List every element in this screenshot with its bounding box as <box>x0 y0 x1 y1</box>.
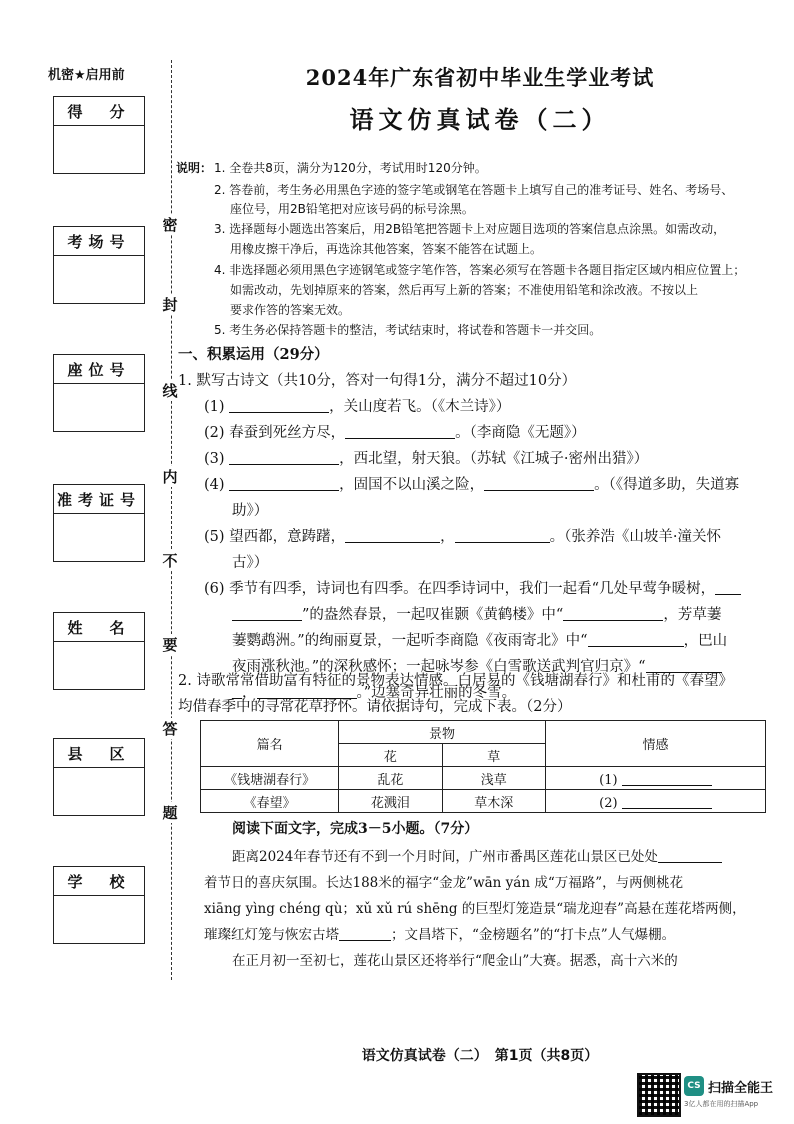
part-text: ，关山度若飞。（《木兰诗》） <box>329 399 511 415</box>
q1-part-5-cont: 古》） <box>232 555 269 571</box>
exam-subtitle: 语文仿真试卷（二） <box>349 105 611 134</box>
answer-blank[interactable] <box>232 604 302 621</box>
qr-code-icon <box>637 1073 681 1117</box>
part-text: ，固国不以山溪之险， <box>339 477 485 493</box>
question-2-stem-b: 均借春季中的寻常花草抒怀。请依据诗句，完成下表。（2分） <box>178 699 572 715</box>
part-text: 季节有四季，诗词也有四季。在四季诗词中，我们一起看“几处早莺争暖树， <box>229 581 716 597</box>
reading-prompt: 阅读下面文字，完成3－5小题。（7分） <box>232 821 479 837</box>
table-cell-flower: 花溅泪 <box>339 790 442 813</box>
passage-line: 在正月初一至初七，莲花山景区还将举行“爬金山”大赛。据悉，高十六米的 <box>232 953 678 969</box>
answer-blank[interactable] <box>563 604 663 621</box>
admission-number-box-label: 准考证号 <box>54 485 144 514</box>
table-cell-title: 《钱塘湖春行》 <box>201 767 339 790</box>
question-1-stem: 1. 默写古诗文（共10分，答对一句得1分，满分不超过10分） <box>178 373 577 389</box>
table-cell-emotion <box>545 767 765 790</box>
answer-blank[interactable] <box>345 526 440 543</box>
table-cell-grass: 草木深 <box>442 790 545 813</box>
page-footer: 语文仿真试卷（二） 第1页（共8页） <box>361 1048 599 1064</box>
part-text: 萋鹦鹉洲。”的绚丽夏景，一起听李商隐《夜雨寄北》中“ <box>232 633 588 649</box>
instruction-line: 用橡皮擦干净后，再选涂其他答案，答案不能答在试题上。 <box>230 242 543 256</box>
question-2-stem-a: 2. 诗歌常常借助富有特征的景物表达情感。白居易的《钱塘湖春行》和杜甫的《春望》 <box>178 673 733 689</box>
school-box-field <box>54 896 144 943</box>
table-row <box>201 790 766 813</box>
seat-number-box-field <box>54 384 144 431</box>
school-box-label: 学 校 <box>54 867 144 896</box>
answer-blank[interactable] <box>658 846 722 863</box>
answer-blank[interactable] <box>484 474 594 491</box>
seal-char: 题 <box>157 802 183 823</box>
admission-number-box-field <box>54 514 144 561</box>
answer-blank[interactable] <box>455 526 550 543</box>
admission-number-box <box>53 484 145 562</box>
emotion-number: (2) <box>599 795 618 811</box>
instruction-line: 如需改动，先划掉原来的答案，然后再写上新的答案；不准使用铅笔和涂改液。不按以上 <box>230 283 699 297</box>
part-text: 。（李商隐《无题》） <box>455 425 586 441</box>
seat-number-box <box>53 354 145 432</box>
table-header-title: 篇名 <box>201 721 339 767</box>
seat-number-box-label: 座位号 <box>54 355 144 384</box>
instructions-label: 说明： <box>176 161 213 175</box>
score-box <box>53 96 145 174</box>
name-box-field <box>54 642 144 689</box>
q1-part-5 <box>204 524 721 550</box>
passage-line <box>204 922 675 948</box>
school-box <box>53 866 145 944</box>
answer-blank[interactable] <box>229 396 329 413</box>
q1-part-6-line2 <box>232 602 721 628</box>
table-cell-emotion <box>545 790 765 813</box>
seal-char: 答 <box>157 718 183 739</box>
part-text: ， <box>242 685 257 701</box>
part-text: ，巴山 <box>683 633 728 649</box>
q1-part-3 <box>204 446 648 472</box>
table-cell-grass: 浅草 <box>442 767 545 790</box>
part-number: (2) <box>204 425 225 441</box>
poem-table <box>200 720 766 813</box>
part-number: (1) <box>204 399 225 415</box>
part-number: (4) <box>204 477 225 493</box>
instruction-line: 3. 选择题每小题选出答案后，用2B铅笔把答题卡上对应题目选项的答案信息点涂黑。如需改动， <box>214 222 726 236</box>
name-box-label: 姓 名 <box>54 613 144 642</box>
passage-text: 距离2024年春节还有不到一个月时间，广州市番禺区莲花山景区已处处 <box>232 849 658 865</box>
answer-blank[interactable] <box>229 474 339 491</box>
answer-blank[interactable] <box>715 578 741 595</box>
passage-text: ；文昌塔下，“金榜题名”的“打卡点”人气爆棚。 <box>391 927 676 943</box>
seal-char: 密 <box>157 214 183 235</box>
name-box <box>53 612 145 690</box>
table-header-scene: 景物 <box>339 721 546 744</box>
exam-title: 2024年广东省初中毕业生学业考试 <box>305 65 655 90</box>
answer-blank[interactable] <box>588 630 684 647</box>
instruction-line: 2. 答卷前，考生务必用黑色字迹的签字笔或钢笔在答题卡上填写自己的准考证号、姓名、考场号、 <box>214 183 734 197</box>
part-text: ， <box>440 529 455 545</box>
table-cell-title: 《春望》 <box>201 790 339 813</box>
table-row <box>201 767 766 790</box>
score-box-label: 得 分 <box>54 97 144 126</box>
seal-char: 封 <box>157 294 183 315</box>
q1-part-2 <box>204 420 586 446</box>
confidential-label: 机密★启用前 <box>48 68 125 83</box>
answer-blank[interactable] <box>622 769 712 786</box>
exam-room-box <box>53 226 145 304</box>
part-text: ，芳草萋 <box>663 607 722 623</box>
table-header-flower: 花 <box>339 744 442 767</box>
seal-char: 要 <box>157 634 183 655</box>
passage-text: 璀璨红灯笼与恢宏古塔 <box>204 927 339 943</box>
county-box-field <box>54 768 144 815</box>
seal-char: 内 <box>157 466 183 487</box>
emotion-number: (1) <box>599 772 618 788</box>
q1-part-4-cont: 助》） <box>232 503 269 519</box>
passage-line: 着节日的喜庆氛围。长达188米的福字“金龙”wān yán 成“万福路”，与两侧桃花 <box>204 875 684 891</box>
camscanner-name: 扫描全能王 <box>708 1081 774 1096</box>
q1-part-6 <box>204 576 741 602</box>
table-header-grass: 草 <box>442 744 545 767</box>
seal-char: 不 <box>157 550 183 571</box>
instruction-line: 1. 全卷共8页，满分为120分，考试用时120分钟。 <box>214 161 487 175</box>
county-box <box>53 738 145 816</box>
answer-blank[interactable] <box>345 422 455 439</box>
table-header-emotion: 情感 <box>545 721 765 767</box>
table-cell-flower: 乱花 <box>339 767 442 790</box>
instruction-line: 座位号，用2B铅笔把对应该号码的标号涂黑。 <box>230 202 474 216</box>
q1-part-1 <box>204 394 510 420</box>
answer-blank[interactable] <box>622 792 712 809</box>
instruction-line: 5. 考生务必保持答题卡的整洁，考试结束时，将试卷和答题卡一并交回。 <box>214 323 602 337</box>
part-text: 。”边塞奇异壮丽的冬雪。 <box>356 685 517 701</box>
instruction-line: 要求作答的答案无效。 <box>230 303 351 317</box>
part-text: ”的盎然春景，一起叹崔颢《黄鹤楼》中“ <box>302 607 564 623</box>
camscanner-tagline: 3亿人都在用的扫描App <box>684 1100 759 1108</box>
part-number: (6) <box>204 581 225 597</box>
score-box-field <box>54 126 144 173</box>
exam-room-box-label: 考场号 <box>54 227 144 256</box>
q1-part-6-line3 <box>232 628 727 654</box>
passage-line: xiāng yìng chéng qù；xǔ xǔ rú shēng 的巨型灯笼造景“瑞龙迎春”高悬在莲花塔两侧， <box>204 901 746 917</box>
part-text: ，西北望，射天狼。（苏轼《江城子·密州出猎》） <box>339 451 649 467</box>
exam-room-box-field <box>54 256 144 303</box>
part-number: (5) <box>204 529 225 545</box>
passage-line <box>232 844 722 870</box>
seal-char: 线 <box>157 380 183 401</box>
section-heading: 一、积累运用（29分） <box>178 346 329 363</box>
q1-part-4 <box>204 472 739 498</box>
seal-line <box>171 60 172 980</box>
camscanner-logo-icon: CS <box>684 1076 704 1096</box>
part-text: 春蚕到死丝方尽， <box>229 425 346 441</box>
answer-blank[interactable] <box>339 924 391 941</box>
part-text: 望西都，意踌躇， <box>229 529 346 545</box>
part-text: 。（张养浩《山坡羊·潼关怀 <box>549 529 722 545</box>
instruction-line: 4. 非选择题必须用黑色字迹钢笔或签字笔作答，答案必须写在答题卡各题目指定区域内相应位置上； <box>214 263 746 277</box>
answer-blank[interactable] <box>229 448 339 465</box>
part-text: 夜雨涨秋池。”的深秋感怀；一起咏岑参《白雪歌送武判官归京》“ <box>232 659 646 675</box>
part-number: (3) <box>204 451 225 467</box>
county-box-label: 县 区 <box>54 739 144 768</box>
part-text: 。（《得道多助，失道寡 <box>594 477 740 493</box>
